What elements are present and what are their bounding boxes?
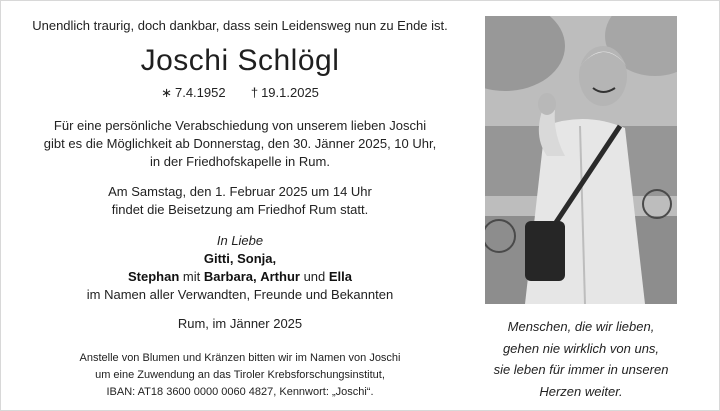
intro-text: Unendlich traurig, doch dankbar, dass sein Leidensweg nun zu Ende ist. [32, 18, 448, 33]
burial-line: findet die Beisetzung am Friedhof Rum statt. [111, 202, 369, 217]
mourner-name: Arthur [260, 269, 300, 284]
mourner-name: Ella [328, 269, 352, 284]
connector-text: und [299, 269, 329, 284]
mourner-name: Stephan [128, 269, 180, 284]
death-cross-icon: † [250, 85, 259, 100]
donation-line: um eine Zuwendung an das Tiroler Krebsforschungsinstitut, [95, 369, 385, 381]
portrait-photo [485, 16, 677, 304]
mourners-line: im Namen aller Verwandten, Freunde und Bekannten [86, 287, 394, 302]
donation-note [18, 350, 462, 401]
birth-date: 7.4.1952 [174, 85, 226, 100]
mourner-name: Barbara, [203, 269, 257, 284]
quote-line: gehen nie wirklich von uns, [502, 340, 660, 356]
mourners-line [18, 268, 462, 286]
burial-line: Am Samstag, den 1. Februar 2025 um 14 Uhr [108, 184, 372, 199]
connector-text: mit [179, 269, 204, 284]
donation-line: IBAN: AT18 3600 0000 0060 4827, Kennwort: „Joschi“. [106, 386, 374, 398]
memorial-quote [485, 316, 677, 402]
farewell-line: in der Friedhofskapelle in Rum. [150, 154, 330, 169]
farewell-paragraph [18, 117, 462, 171]
place-date: Rum, im Jänner 2025 [177, 316, 303, 331]
birth-star-icon: ∗ [161, 85, 172, 100]
quote-line: sie leben für immer in unseren [493, 362, 669, 377]
mourners-line: Gitti, Sonja, [203, 251, 277, 266]
deceased-name: Joschi Schlögl [140, 44, 340, 77]
life-dates [18, 85, 462, 101]
burial-paragraph [18, 183, 462, 219]
donation-line: Anstelle von Blumen und Kränzen bitten wir im Namen von Joschi [79, 352, 401, 364]
in-liebe-label: In Liebe [216, 233, 264, 248]
quote-line: Herzen weiter. [539, 383, 623, 399]
mourners-list [18, 250, 462, 304]
quote-line: Menschen, die wir lieben, [507, 319, 655, 334]
farewell-line: Für eine persönliche Verabschiedung von unserem lieben Joschi [53, 118, 427, 133]
death-date: 19.1.2025 [261, 85, 319, 100]
farewell-line: gibt es die Möglichkeit ab Donnerstag, den 30. Jänner 2025, 10 Uhr, [43, 136, 437, 151]
portrait-photo-image [485, 16, 677, 304]
